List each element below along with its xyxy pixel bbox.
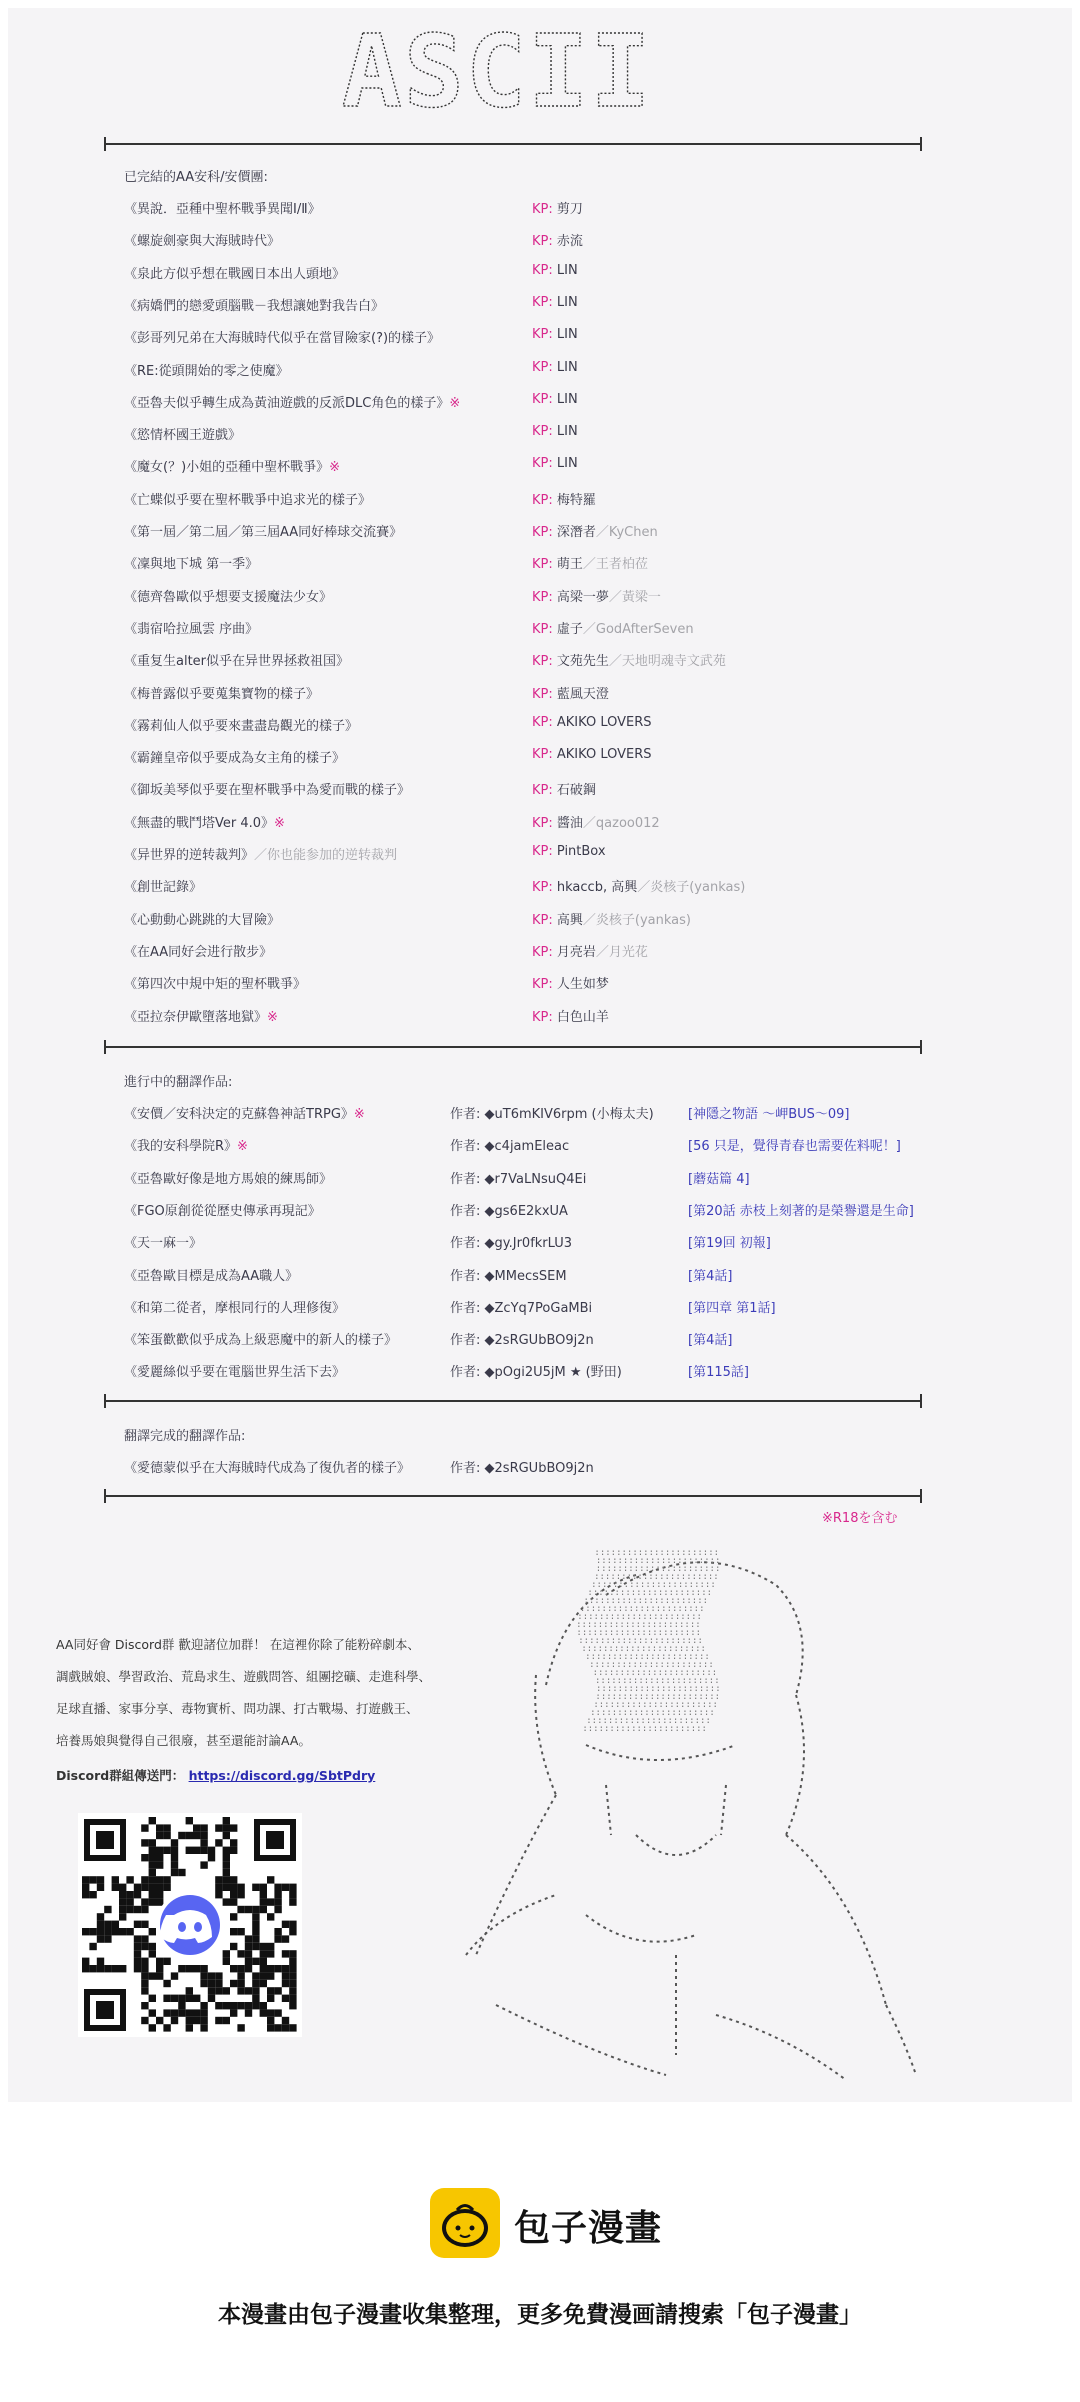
latest-chapter-link[interactable]: [第4話] — [688, 1333, 733, 1349]
discord-line-3: 足球直播、家事分享、毒物實析、問功課、打古戰場、打遊戲王、 — [56, 1701, 419, 1716]
kp-name: LIN — [556, 391, 578, 407]
svg-text::::::::::::::::::::::::: ::::::::::::::::::::::: — [585, 1652, 710, 1662]
completed-item[interactable] — [124, 521, 924, 543]
kp-credit — [532, 747, 652, 762]
kp-label: KP: — [532, 262, 553, 278]
kp-name: 高梁一夢 — [556, 589, 609, 605]
svg-text::::::::::::::::::::::::: ::::::::::::::::::::::: — [581, 1644, 706, 1654]
work-title — [124, 973, 306, 992]
kp-extra: ／GodAfterSeven — [582, 621, 694, 637]
qr-finder-top-right — [254, 1819, 296, 1861]
completed-section-title: 已完結的AA安科/安價團: — [124, 170, 268, 185]
author-label: 作者: — [450, 1365, 481, 1381]
work-title-text: 《天一麻一》 — [124, 1236, 203, 1252]
r18-mark: ※ — [449, 395, 461, 411]
author-credit — [450, 1457, 594, 1476]
r18-mark: ※ — [274, 815, 285, 831]
ongoing-item[interactable] — [124, 1329, 934, 1351]
work-title — [124, 779, 410, 798]
kp-credit — [532, 715, 652, 730]
kp-name: LIN — [556, 327, 578, 343]
work-title-text: 《亞魯歐目標是成為AA職人》 — [124, 1268, 299, 1284]
kp-credit — [532, 553, 648, 572]
work-title-text: 《RE:從頭開始的零之使魔》 — [124, 363, 289, 379]
ascii-art-illustration — [436, 1535, 956, 2090]
work-title-text: 《御坂美琴似乎要在聖杯戰爭中為愛而戰的樣子》 — [124, 783, 411, 799]
completed-item[interactable] — [124, 715, 924, 737]
work-title — [124, 650, 349, 669]
ongoing-item[interactable] — [124, 1297, 934, 1319]
latest-chapter-link[interactable]: [56 只是，覺得青春也需要佐料呢！] — [688, 1139, 901, 1155]
work-title-text: 《第四次中規中矩的聖杯戰爭》 — [124, 977, 307, 993]
work-title-text: 《泉此方似乎想在戰國日本出人頭地》 — [124, 266, 346, 282]
ongoing-item[interactable] — [124, 1135, 934, 1157]
work-title-text: 《亡蝶似乎要在聖杯戰爭中追求光的樣子》 — [124, 492, 372, 508]
kp-name: LIN — [556, 359, 578, 375]
work-title-text: 《在AA同好会进行散步》 — [124, 944, 273, 960]
author-name: ◆MMecsSEM — [484, 1268, 567, 1284]
ongoing-item[interactable] — [124, 1168, 934, 1190]
kp-credit — [532, 973, 609, 992]
ongoing-item[interactable] — [124, 1232, 934, 1254]
kp-label: KP: — [532, 747, 553, 763]
kp-name: 石破鋼 — [556, 783, 596, 799]
svg-text::::::::::::::::::::::::: ::::::::::::::::::::::: — [595, 1684, 721, 1694]
svg-text::::::::::::::::::::::::: ::::::::::::::::::::::: — [577, 1612, 702, 1622]
kp-credit — [532, 392, 578, 407]
work-title — [124, 618, 258, 637]
svg-text::::::::::::::::::::::::: ::::::::::::::::::::::: — [586, 1716, 711, 1726]
work-title — [124, 521, 402, 540]
work-title — [124, 392, 460, 411]
ongoing-item[interactable] — [124, 1103, 934, 1125]
completed-item[interactable] — [124, 198, 924, 220]
work-title — [124, 1329, 397, 1348]
work-title — [124, 456, 340, 475]
banner-text: ASCII — [341, 28, 653, 114]
work-title — [124, 586, 332, 605]
kp-name: 白色山羊 — [556, 1009, 609, 1025]
work-title-text: 《凜與地下城 第一季》 — [124, 557, 259, 573]
work-title-text: 《亞魯夫似乎轉生成為黃油遊戲的反派DLC角色的樣子》 — [124, 395, 450, 411]
work-title — [124, 553, 258, 572]
author-label: 作者: — [450, 1300, 481, 1316]
kp-name: PintBox — [556, 844, 606, 859]
kp-label: KP: — [532, 844, 553, 859]
kp-name: hkaccb, 高興 — [556, 880, 638, 896]
work-title — [124, 1297, 345, 1316]
kp-extra: ／炎核子(yankas) — [637, 880, 746, 896]
kp-extra: ／天地明魂寺文武苑 — [608, 654, 726, 670]
kp-credit — [532, 456, 578, 471]
kp-credit — [532, 779, 596, 798]
finished-section-title: 翻譯完成的翻譯作品: — [124, 1429, 246, 1444]
work-title — [124, 489, 371, 508]
completed-item[interactable] — [124, 779, 924, 801]
kp-name: 深潛者 — [556, 525, 596, 540]
qr-finder-bottom-left — [84, 1989, 126, 2031]
footer-note: 本漫畫由包子漫畫收集整理，更多免費漫画請搜索「包子漫畫」 — [218, 2302, 862, 2328]
author-name: ◆gs6E2kxUA — [484, 1203, 568, 1219]
svg-text::::::::::::::::::::::::: ::::::::::::::::::::::: — [594, 1572, 719, 1582]
kp-credit — [532, 618, 694, 637]
kp-name: 藍風天澄 — [556, 686, 609, 702]
author-label: 作者: — [450, 1268, 481, 1284]
svg-text::::::::::::::::::::::::: ::::::::::::::::::::::: — [591, 1580, 716, 1590]
work-title-text: 《霧莉仙人似乎要來畫盡島觀光的樣子》 — [124, 718, 359, 734]
ongoing-item[interactable] — [124, 1361, 934, 1383]
baozi-logo-text: 包子漫畫 — [514, 2208, 663, 2249]
latest-chapter-link[interactable]: [神隱之物語 ～岬BUS～09] — [688, 1107, 850, 1122]
completed-item[interactable] — [124, 909, 924, 931]
kp-extra: ／王者柏莅 — [582, 557, 648, 573]
baozi-logo-icon — [430, 2188, 500, 2258]
kp-name: LIN — [556, 424, 578, 440]
author-credit — [450, 1232, 572, 1251]
kp-label: KP: — [532, 783, 553, 799]
svg-text::::::::::::::::::::::::: ::::::::::::::::::::::: — [594, 1548, 720, 1558]
svg-text::::::::::::::::::::::::: ::::::::::::::::::::::: — [593, 1700, 718, 1710]
latest-chapter-link[interactable]: [第19回 初報] — [688, 1236, 771, 1252]
kp-extra: ／炎核子(yankas) — [582, 912, 691, 928]
work-title — [124, 812, 285, 831]
svg-text::::::::::::::::::::::::: ::::::::::::::::::::::: — [583, 1596, 709, 1606]
completed-item[interactable] — [124, 650, 924, 672]
kp-label: KP: — [532, 621, 553, 637]
work-title-text: 《我的安科學院R》 — [124, 1139, 238, 1155]
kp-credit — [532, 909, 691, 928]
work-title — [124, 844, 397, 863]
completed-item[interactable] — [124, 230, 924, 252]
completed-item[interactable] — [124, 876, 924, 898]
completed-item[interactable] — [124, 812, 924, 834]
kp-name: 高興 — [556, 912, 583, 928]
author-label: 作者: — [450, 1236, 481, 1252]
kp-label: KP: — [532, 424, 553, 440]
r18-note: ※R18を含む — [822, 1511, 898, 1526]
author-label: 作者: — [450, 1333, 481, 1349]
author-name: ◆2sRGUbBO9j2n — [484, 1461, 594, 1476]
work-title-text: 《第一屆／第二屆／第三屆AA同好棒球交流賽》 — [124, 525, 403, 540]
author-name: ◆r7VaLNsuQ4Ei — [484, 1171, 587, 1187]
discord-link-row — [56, 1766, 375, 1784]
discord-qr-code[interactable] — [78, 1813, 302, 2037]
kp-extra: ／KyChen — [595, 525, 658, 540]
svg-text::::::::::::::::::::::::: ::::::::::::::::::::::: — [590, 1708, 715, 1718]
kp-name: LIN — [556, 262, 578, 278]
completed-item[interactable] — [124, 1006, 924, 1028]
discord-logo-icon — [156, 1891, 224, 1959]
work-title — [124, 683, 319, 702]
kp-name: AKIKO LOVERS — [556, 714, 652, 730]
completed-item[interactable] — [124, 456, 924, 478]
work-title-text: 《翡宿哈拉風雲 序曲》 — [124, 621, 259, 637]
svg-text::::::::::::::::::::::::: ::::::::::::::::::::::: — [594, 1676, 720, 1686]
work-title-text: 《螺旋劍豪與大海賊時代》 — [124, 234, 281, 250]
work-title-text: 《异世界的逆转裁判》 — [124, 848, 255, 863]
kp-extra: ／qazoo012 — [582, 815, 660, 831]
work-title-text: 《德齊魯歐似乎想要支援魔法少女》 — [124, 589, 333, 605]
work-title — [124, 747, 345, 766]
work-title-extra: ／你也能参加的逆转裁判 — [254, 848, 398, 863]
work-title — [124, 909, 280, 928]
work-title-text: 《愛麗絲似乎要在電腦世界生活下去》 — [124, 1365, 346, 1381]
author-label: 作者: — [450, 1171, 481, 1187]
author-credit — [450, 1168, 586, 1187]
kp-credit — [532, 424, 578, 439]
svg-text::::::::::::::::::::::::: ::::::::::::::::::::::: — [582, 1724, 707, 1734]
finished-item[interactable] — [124, 1457, 724, 1479]
completed-item[interactable] — [124, 489, 924, 511]
author-name: ◆ZcYq7PoGaMBi — [484, 1300, 593, 1316]
r18-mark: ※ — [267, 1009, 278, 1025]
work-title-text: 《霸鐘皇帝似乎要成為女主角的樣子》 — [124, 751, 346, 767]
work-title — [124, 360, 289, 379]
r18-mark: ※ — [353, 1107, 365, 1122]
completed-item[interactable] — [124, 295, 924, 317]
kp-name: LIN — [556, 294, 578, 310]
kp-label: KP: — [532, 234, 553, 250]
kp-name: 月亮岩 — [556, 944, 596, 960]
divider-mid-2 — [104, 1400, 922, 1402]
kp-label: KP: — [532, 492, 553, 508]
completed-item[interactable] — [124, 586, 924, 608]
work-title: 《愛德蒙似乎在大海賊時代成為了復仇者的樣子》 — [124, 1461, 411, 1476]
work-title-text: 《創世記錄》 — [124, 880, 203, 896]
completed-item[interactable] — [124, 263, 924, 285]
work-title-text: 《病嬌們的戀愛頭腦戰－我想讓她對我告白》 — [124, 298, 385, 314]
latest-chapter-link[interactable]: [第4話] — [688, 1268, 733, 1284]
kp-label: KP: — [532, 686, 553, 702]
kp-credit — [532, 521, 658, 540]
work-title-text: 《無盡的戰鬥塔Ver 4.0》 — [124, 815, 275, 831]
kp-extra: ／黃梁一 — [608, 589, 661, 605]
work-title — [124, 230, 280, 249]
kp-label: KP: — [532, 912, 553, 928]
author-label: 作者: — [450, 1461, 481, 1476]
kp-label: KP: — [532, 944, 553, 960]
kp-credit — [532, 1006, 609, 1025]
kp-label: KP: — [532, 880, 553, 896]
kp-name: 醬油 — [556, 815, 583, 831]
kp-extra: ／月光花 — [595, 944, 648, 960]
kp-label: KP: — [532, 815, 553, 831]
work-title-text: 《亞拉奈伊歐墮落地獄》 — [124, 1009, 268, 1025]
kp-credit — [532, 360, 578, 375]
ongoing-item[interactable] — [124, 1200, 934, 1222]
kp-name: 剪刀 — [556, 202, 583, 217]
kp-name: 人生如梦 — [556, 977, 609, 993]
work-title-text: 《慾情杯國王遊戲》 — [124, 428, 242, 444]
r18-mark: ※ — [329, 460, 341, 476]
kp-credit — [532, 489, 596, 508]
author-credit — [450, 1361, 622, 1380]
work-title-text: 《和第二從者，摩根同行的人理修復》 — [124, 1300, 346, 1316]
work-title — [124, 941, 272, 960]
completed-item[interactable] — [124, 327, 924, 349]
author-name: ◆gy.Jr0fkrLU3 — [484, 1236, 573, 1252]
work-title — [124, 263, 345, 282]
work-title — [124, 876, 202, 895]
completed-item[interactable] — [124, 360, 924, 382]
completed-item[interactable] — [124, 747, 924, 769]
work-title — [124, 1135, 248, 1154]
svg-text::::::::::::::::::::::::: ::::::::::::::::::::::: — [592, 1668, 718, 1678]
kp-credit — [532, 586, 661, 605]
r18-mark: ※ — [237, 1139, 248, 1155]
kp-name: 梅特羅 — [556, 492, 596, 508]
kp-credit — [532, 198, 583, 217]
kp-label: KP: — [532, 327, 553, 343]
author-credit — [450, 1297, 592, 1316]
completed-item[interactable] — [124, 683, 924, 705]
kp-label: KP: — [532, 456, 553, 472]
completed-item[interactable] — [124, 424, 924, 446]
kp-credit — [532, 876, 745, 895]
svg-text::::::::::::::::::::::::: ::::::::::::::::::::::: — [587, 1588, 713, 1598]
kp-name: LIN — [556, 456, 578, 472]
kp-credit — [532, 263, 578, 278]
kp-credit — [532, 230, 583, 249]
work-title — [124, 327, 440, 346]
svg-text::::::::::::::::::::::::: ::::::::::::::::::::::: — [578, 1636, 703, 1646]
svg-text::::::::::::::::::::::::: ::::::::::::::::::::::: — [576, 1628, 702, 1638]
work-title-text: 《梅普露似乎要蒐集寶物的樣子》 — [124, 686, 320, 702]
kp-credit — [532, 650, 726, 669]
latest-chapter-link[interactable]: [蘑菇篇 4] — [688, 1171, 750, 1187]
kp-label: KP: — [532, 359, 553, 375]
author-name: ◆uT6mKIV6rpm (小梅太夫) — [484, 1107, 654, 1122]
latest-chapter-link[interactable]: [第四章 第1話] — [688, 1300, 776, 1316]
latest-chapter-link[interactable]: [第115話] — [688, 1365, 749, 1381]
work-title — [124, 198, 321, 217]
svg-text::::::::::::::::::::::::: ::::::::::::::::::::::: — [595, 1564, 721, 1574]
ongoing-section-title: 進行中的翻譯作品: — [124, 1075, 233, 1090]
kp-label: KP: — [532, 714, 553, 730]
kp-label: KP: — [532, 391, 553, 407]
kp-credit — [532, 295, 578, 310]
kp-name: AKIKO LOVERS — [556, 747, 652, 763]
work-title — [124, 295, 384, 314]
kp-credit — [532, 327, 578, 342]
kp-label: KP: — [532, 977, 553, 993]
discord-line-2: 調戲賊娘、學習政治、荒島求生、遊戲問答、組團挖礦、走進科學、 — [56, 1669, 432, 1684]
author-name: ◆2sRGUbBO9j2n — [484, 1333, 594, 1349]
kp-label: KP: — [532, 557, 553, 573]
svg-text::::::::::::::::::::::::: ::::::::::::::::::::::: — [589, 1660, 714, 1670]
completed-item[interactable] — [124, 392, 924, 414]
work-title — [124, 1361, 345, 1380]
discord-link[interactable]: https://discord.gg/SbtPdry — [188, 1768, 376, 1783]
kp-label: KP: — [532, 294, 553, 310]
work-title-text: 《魔女(？)小姐的亞種中聖杯戰爭》 — [124, 460, 330, 476]
kp-name: 虛子 — [556, 621, 583, 637]
ongoing-item[interactable] — [124, 1265, 934, 1287]
work-title — [124, 715, 358, 734]
work-title-text: 《心動動心跳跳的大冒險》 — [124, 912, 281, 928]
kp-label: KP: — [532, 525, 553, 540]
qr-finder-top-left — [84, 1819, 126, 1861]
author-label: 作者: — [450, 1139, 481, 1155]
kp-name: 赤流 — [556, 234, 583, 250]
kp-label: KP: — [532, 654, 553, 670]
completed-item[interactable] — [124, 844, 924, 866]
latest-chapter-link[interactable]: [第20話 赤枝上刻著的是榮譽還是生命] — [688, 1203, 914, 1219]
work-title — [124, 1006, 278, 1025]
completed-item[interactable] — [124, 973, 924, 995]
kp-name: 文苑先生 — [556, 654, 609, 670]
author-credit — [450, 1103, 654, 1122]
work-title-text: 《重复生alter似乎在异世界拯救祖国》 — [124, 654, 350, 670]
discord-line-1: AA同好會 Discord群 歡迎諸位加群！ 在這裡你除了能粉碎劇本、 — [56, 1637, 420, 1652]
work-title-text: 《彭哥列兄弟在大海賊時代似乎在當冒險家(?)的樣子》 — [124, 331, 441, 347]
work-title — [124, 1232, 202, 1251]
work-title — [124, 1200, 321, 1219]
kp-label: KP: — [532, 589, 553, 605]
work-title — [124, 1103, 365, 1122]
completed-item[interactable] — [124, 553, 924, 575]
completed-item[interactable] — [124, 941, 924, 963]
svg-text::::::::::::::::::::::::: ::::::::::::::::::::::: — [595, 1556, 721, 1566]
author-credit — [450, 1329, 594, 1348]
work-title-text: 《笨蛋歡歡似乎成為上級惡魔中的新人的樣子》 — [124, 1333, 398, 1349]
divider-mid-1 — [104, 1046, 922, 1048]
kp-name: 萌王 — [556, 557, 583, 573]
divider-top — [104, 143, 922, 145]
kp-credit — [532, 844, 606, 859]
author-credit — [450, 1265, 567, 1284]
author-name: ◆pOgi2U5jM ★ (野田) — [484, 1365, 622, 1381]
work-title-text: 《亞魯歐好像是地方馬娘的練馬師》 — [124, 1171, 333, 1187]
discord-link-label: Discord群組傳送門： — [56, 1768, 185, 1783]
kp-credit — [532, 941, 648, 960]
work-title-text: 《安價／安科決定的克蘇魯神話TRPG》 — [124, 1107, 354, 1122]
ascii-banner — [322, 28, 672, 114]
author-name: ◆c4jamEleac — [484, 1139, 570, 1155]
completed-item[interactable] — [124, 618, 924, 640]
kp-label: KP: — [532, 1009, 553, 1025]
svg-text::::::::::::::::::::::::: ::::::::::::::::::::::: — [576, 1620, 701, 1630]
svg-text::::::::::::::::::::::::: ::::::::::::::::::::::: — [595, 1692, 721, 1702]
author-credit — [450, 1135, 569, 1154]
work-title-text: 《異說．亞種中聖杯戰爭異聞Ⅰ/Ⅱ》 — [124, 202, 321, 217]
work-title — [124, 424, 241, 443]
svg-text::::::::::::::::::::::::: ::::::::::::::::::::::: — [579, 1604, 705, 1614]
divider-bottom — [104, 1495, 922, 1497]
kp-label: KP: — [532, 202, 553, 217]
kp-credit — [532, 812, 660, 831]
author-credit — [450, 1200, 568, 1219]
author-label: 作者: — [450, 1107, 481, 1122]
discord-line-4: 培養馬娘與覺得自己很廢，甚至還能討論AA。 — [56, 1733, 311, 1748]
work-title — [124, 1265, 298, 1284]
work-title-text: 《FGO原創從從歷史傳承再現記》 — [124, 1203, 321, 1219]
work-title — [124, 1168, 332, 1187]
kp-credit — [532, 683, 609, 702]
author-label: 作者: — [450, 1203, 481, 1219]
